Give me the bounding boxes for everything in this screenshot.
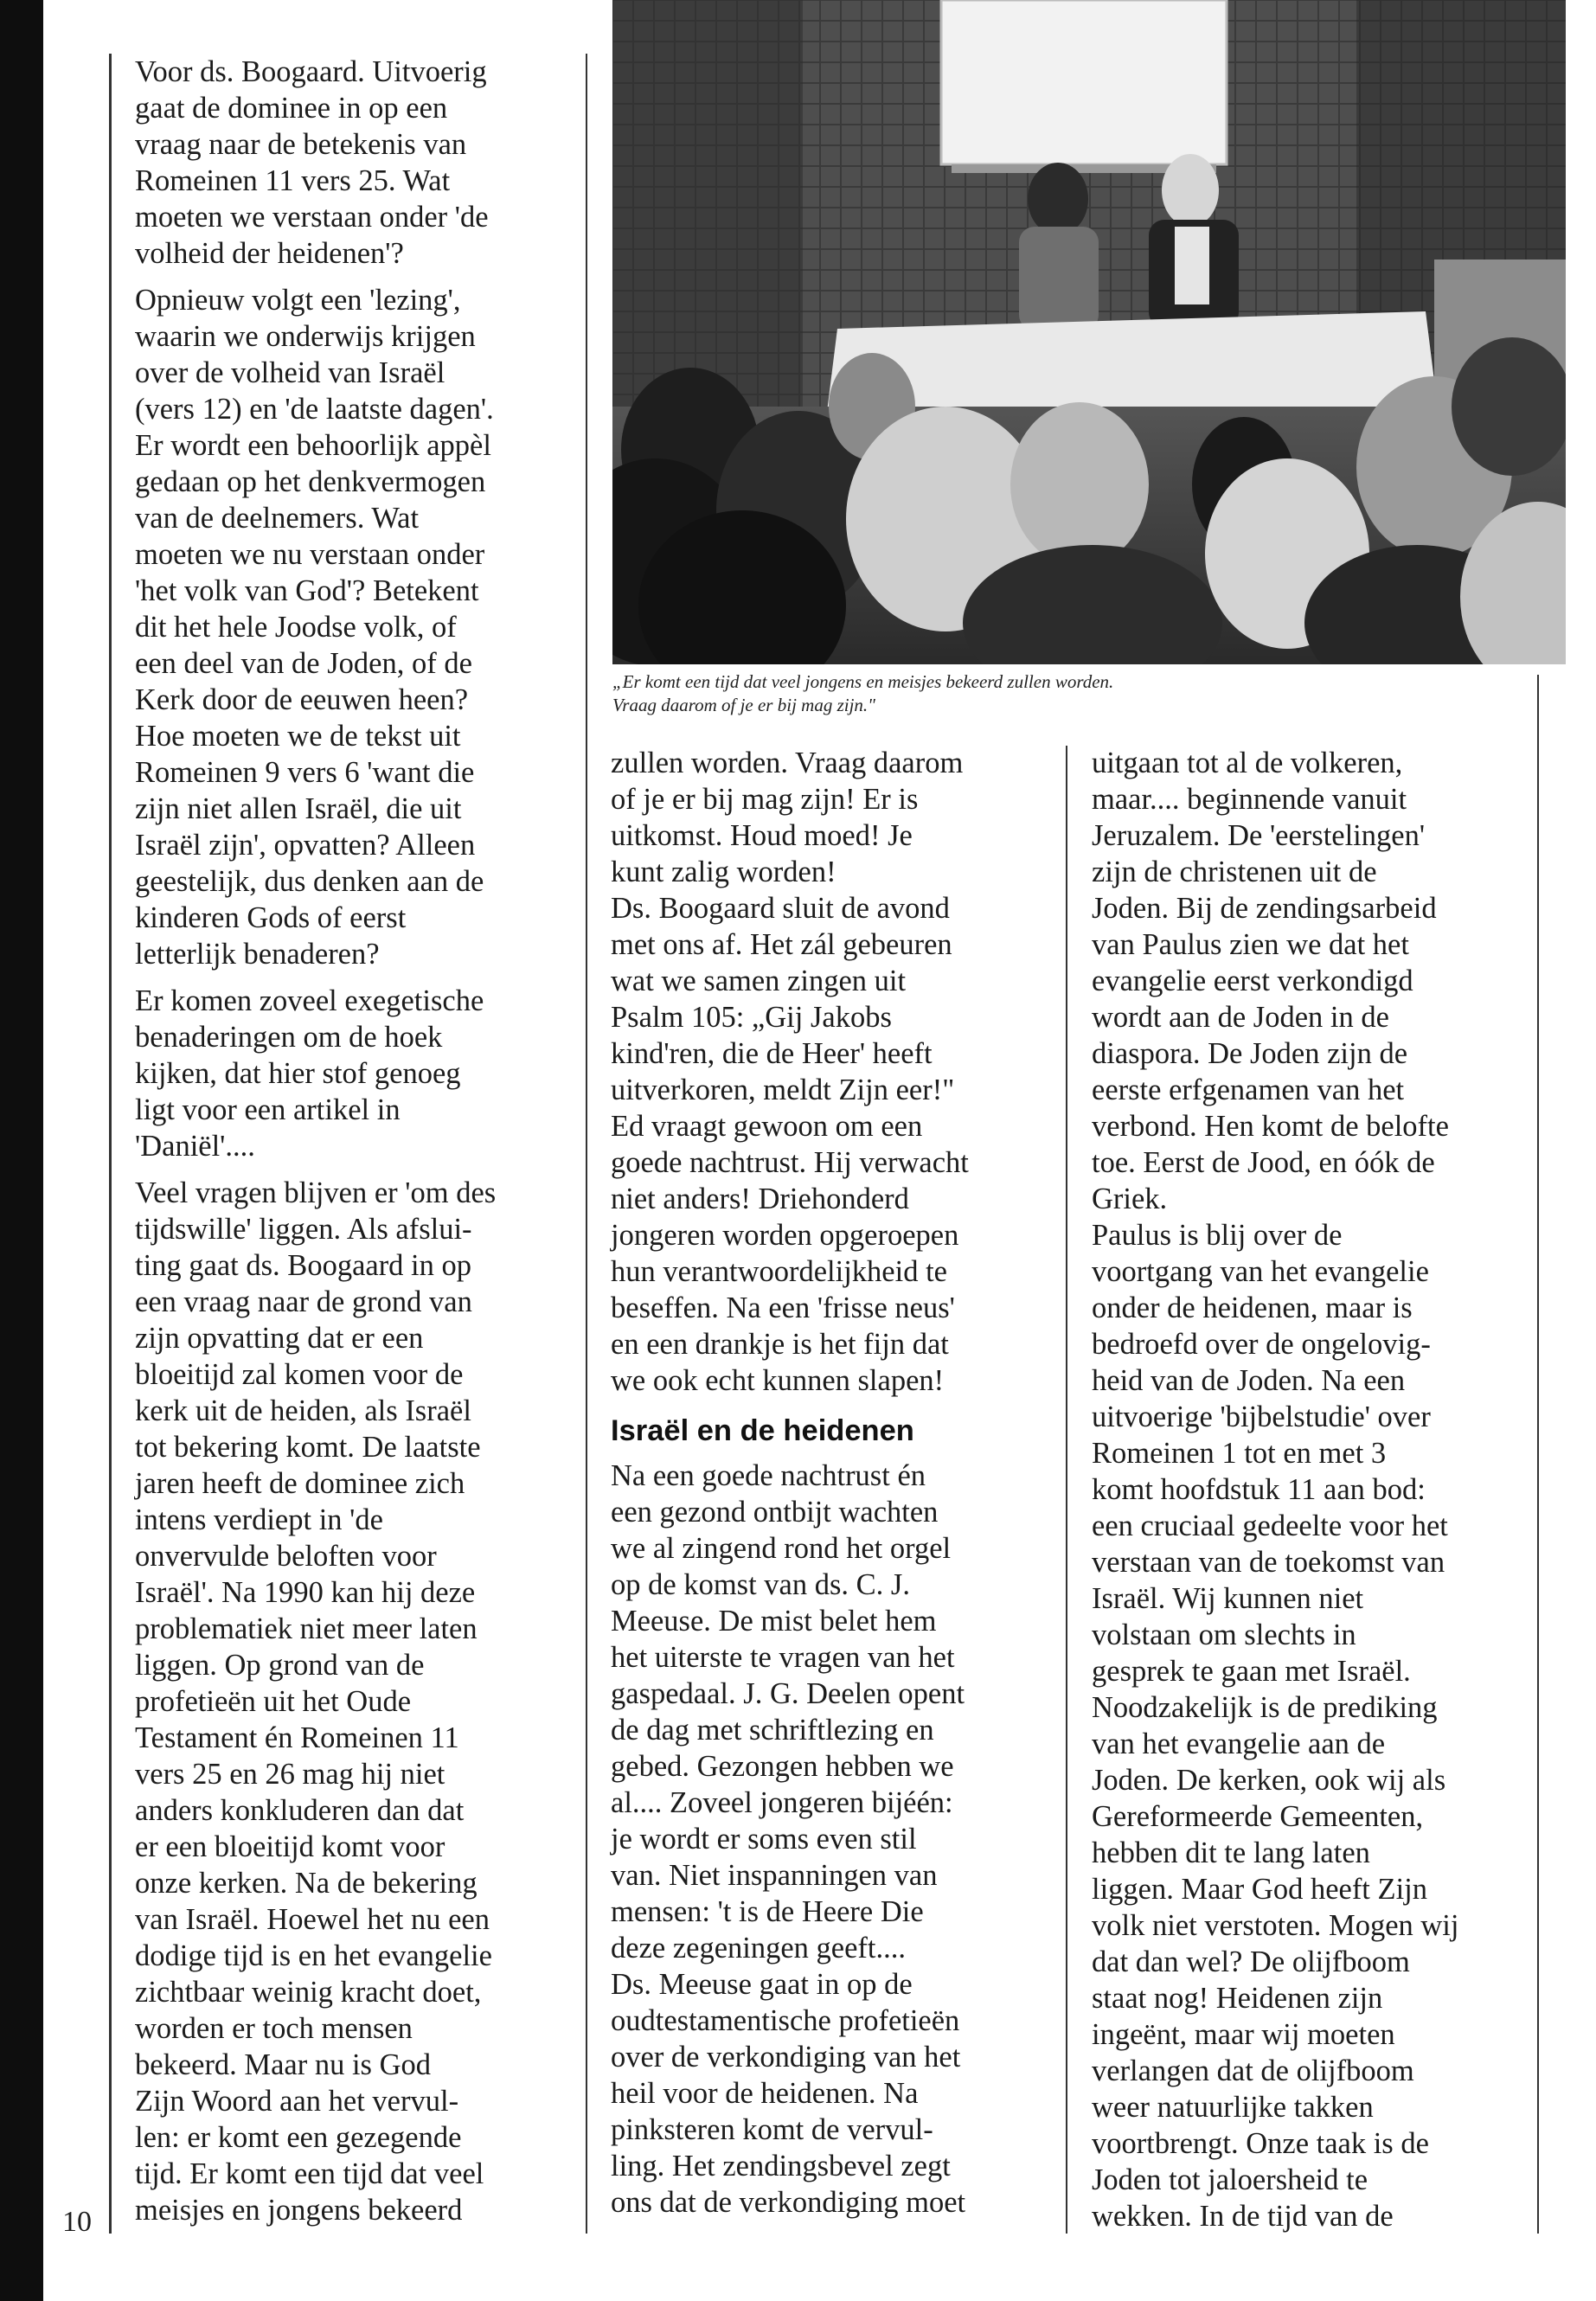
column-1-paragraph: Opnieuw volgt een 'lezing', waarin we onderwijs krijgen over de volheid van Israël (vers 12) en 'de laatste dagen'. Er wordt een behoorlijk appèl gedaan op het denkvermogen van de deelnemers. Wat moeten we nu verstaan onder 'het volk van God'? Betekent dit het hele Joodse volk, of een deel van de Joden, of de Kerk door de eeuwen heen? Hoe moeten we de tekst uit Romeinen 9 vers 6 'want die zijn niet allen Israël, die uit Israël zijn', opvatten? Alleen geestelijk, dus denken aan de kinderen Gods of eerst letterlijk benaderen? xyxy=(135,284,494,971)
column-2-paragraph: Na een goede nachtrust én een gezond ontbijt wachten we al zingend rond het orgel op de komst van ds. C. J. Meeuse. De mist belet hem het uiterste te vragen van het gaspedaal. J. G. Deelen opent de dag met schriftlezing en gebed. Gezongen hebben we al.... Zoveel jongeren bijéén: je wordt er soms even stil van. Niet inspanningen van mensen: 't is de Heere Die deze zegeningen geeft.... xyxy=(611,1459,965,1965)
page-number: 10 xyxy=(62,2206,92,2238)
column-rule-1 xyxy=(586,54,587,2234)
photo-caption: „Er komt een tijd dat veel jongens en meisjes bekeerd zullen worden. Vraag daarom of je er bij mag zijn." xyxy=(612,671,1114,715)
column-1-paragraph: Voor ds. Boogaard. Uitvoerig gaat de dominee in op een vraag naar de betekenis van Romeinen 11 vers 25. Wat moeten we verstaan onder 'de volheid der heidenen'? xyxy=(135,55,489,270)
column-3-paragraph: uitgaan tot al de volkeren, maar.... beginnende vanuit Jeruzalem. De 'eerstelingen' zijn de christenen uit de Joden. Bij de zendingsarbeid van Paulus zien we dat het evangelie eerst verkondigd wordt aan de Joden in de diaspora. De Joden zijn de eerste erfgenamen van het verbond. Hen komt de belofte toe. Eerst de Jood, en óók de Griek. xyxy=(1092,747,1449,1215)
text-column-1 xyxy=(135,54,572,2228)
left-margin-rule xyxy=(109,54,112,2234)
section-subheading: Israël en de heidenen xyxy=(611,1414,914,1447)
text-column-3 xyxy=(1092,745,1550,2234)
column-rule-2 xyxy=(1066,746,1067,2234)
column-2-paragraph: Ds. Meeuse gaat in op de oudtestamentische profetieën over de verkondiging van het heil voor de heidenen. Na pinksteren komt de vervul- ling. Het zendingsbevel zegt ons dat de verkondiging moet xyxy=(611,1968,966,2219)
text-column-2 xyxy=(611,745,1043,2221)
column-2-paragraph: zullen worden. Vraag daarom of je er bij mag zijn! Er is uitkomst. Houd moed! Je kunt zalig worden! xyxy=(611,747,964,888)
column-2-paragraph: Ds. Boogaard sluit de avond met ons af. Het zál gebeuren wat we samen zingen uit Psalm 105: „Gij Jakobs kind'ren, die de Heer' heeft uitverkoren, meldt Zijn eer!" Ed vraagt gewoon om een goede nachtrust. Hij verwacht niet anders! Driehonderd jongeren worden opgeroepen hun verantwoordelijkheid te beseffen. Na een 'frisse neus' en een drankje is het fijn dat we ook echt kunnen slapen! xyxy=(611,892,969,1397)
column-3-paragraph: Paulus is blij over de voortgang van het evangelie onder de heidenen, maar is bedroefd over de ongelovig- heid van de Joden. Na een uitvoerige 'bijbelstudie' over Romeinen 1 tot en met 3 komt hoofdstuk 11 aan bod: een cruciaal gedeelte voor het verstaan van de toekomst van Israël. Wij kunnen niet volstaan om slechts in gesprek te gaan met Israël. Noodzakelijk is de prediking van het evangelie aan de Joden. De kerken, ook wij als Gereformeerde Gemeenten, hebben dit te lang laten liggen. Maar God heeft Zijn volk niet verstoten. Mogen wij dat dan wel? De olijfboom staat nog! Heidenen zijn ingeënt, maar wij moeten verlangen dat de olijfboom weer natuurlijke takken voortbrengt. Onze taak is de Joden tot jaloersheid te wekken. In de tijd van de xyxy=(1092,1219,1459,2233)
scan-edge-bar xyxy=(0,0,43,2301)
conference-photo xyxy=(612,0,1566,664)
column-1-paragraph: Veel vragen blijven er 'om des tijdswille' liggen. Als afslui- ting gaat ds. Boogaard in op een vraag naar de grond van zijn opvatting dat er een bloeitijd zal komen voor de kerk uit de heiden, als Israël tot bekering komt. De laatste jaren heeft de dominee zich intens verdiept in 'de onvervulde beloften voor Israël'. Na 1990 kan hij deze problematiek niet meer laten liggen. Op grond van de profetieën uit het Oude Testament én Romeinen 11 vers 25 en 26 mag hij niet anders konkluderen dan dat er een bloeitijd komt voor onze kerken. Na de bekering van Israël. Hoewel het nu een dodige tijd is en het evangelie zichtbaar weinig kracht doet, worden er toch mensen bekeerd. Maar nu is God Zijn Woord aan het vervul- len: er komt een gezegende tijd. Er komt een tijd dat veel meisjes en jongens bekeerd xyxy=(135,1176,497,2227)
column-1-paragraph: Er komen zoveel exegetische benaderingen om de hoek kijken, dat hier stof genoeg ligt voor een artikel in 'Daniël'.... xyxy=(135,984,484,1163)
